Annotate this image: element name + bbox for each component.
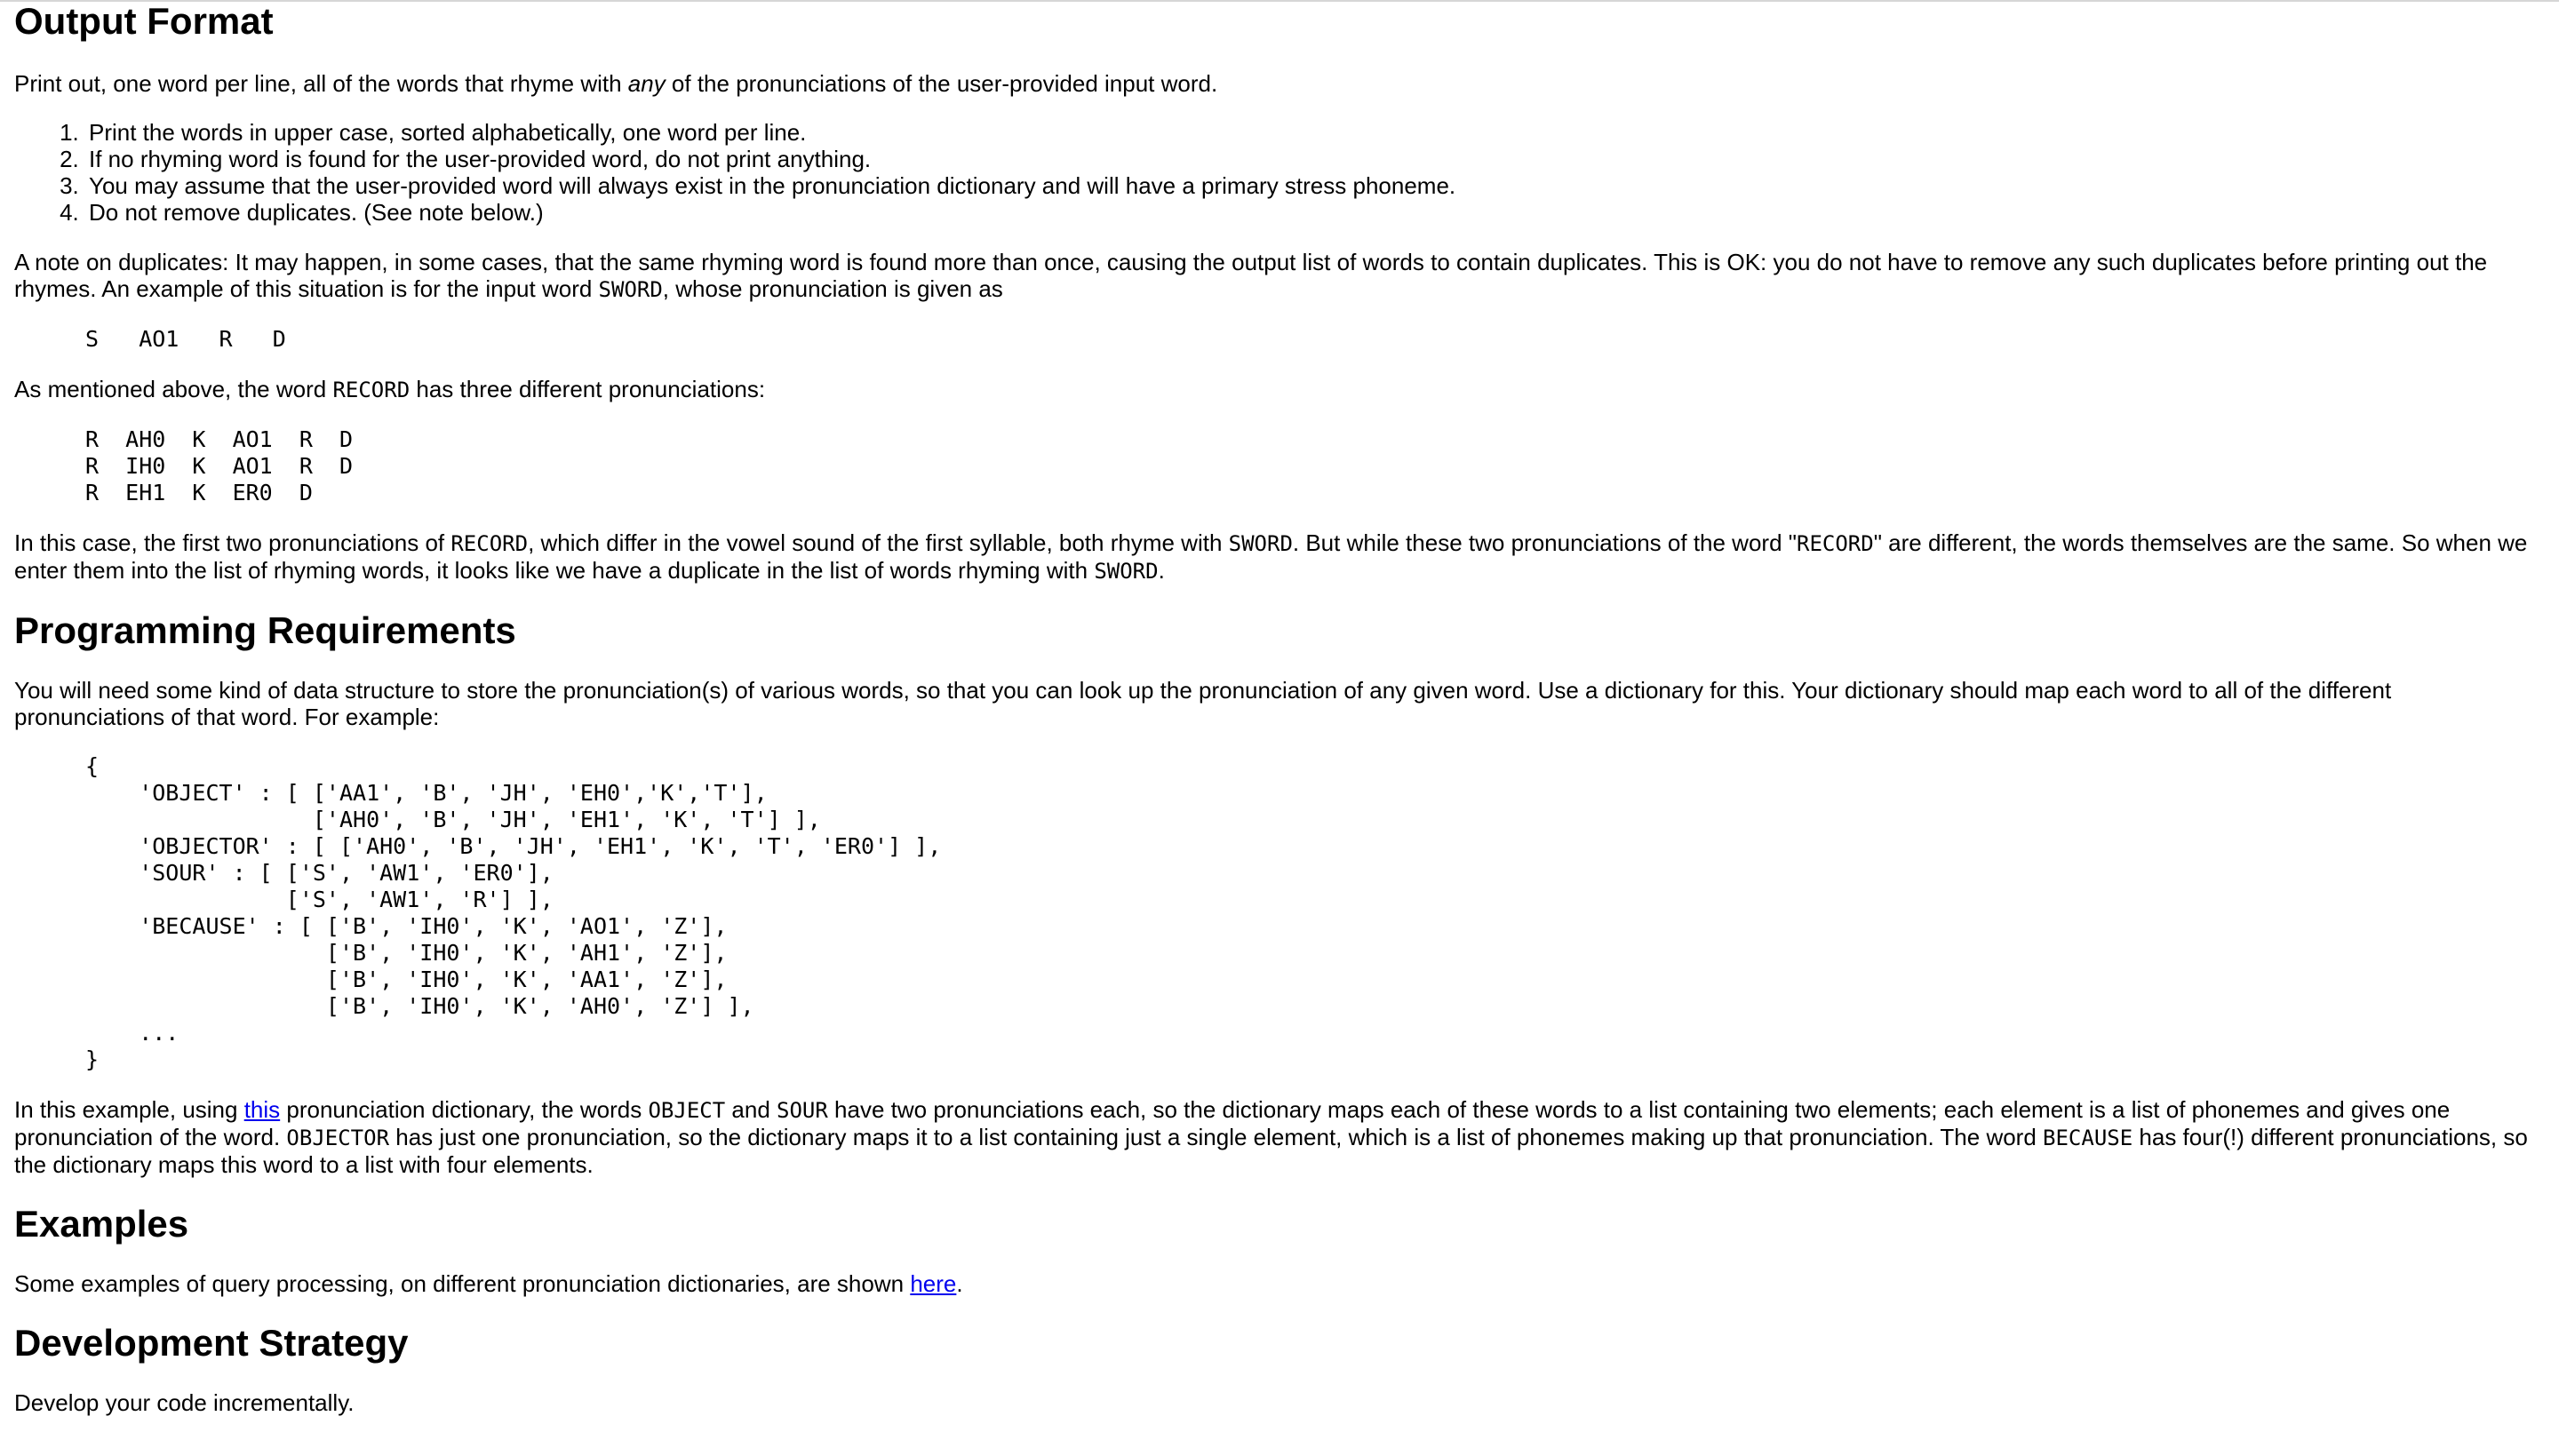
output-format-intro xyxy=(14,70,2545,97)
explanation-text: In this example, using xyxy=(14,1096,244,1123)
section-heading-output-format: Output Format xyxy=(14,0,274,42)
inline-code: RECORD xyxy=(332,378,411,402)
record-intro-text: As mentioned above, the word xyxy=(14,376,333,402)
inline-code: SWORD xyxy=(1094,559,1159,584)
programming-requirements-intro: You will need some kind of data structure to store the pronunciation(s) of various words, so that you can look up the pronunciation of any given word. Use a dictionary for this. Your dictionary should map each word to all of the different pronunciations of that word. For example: xyxy=(14,677,2392,730)
explanation-text: and xyxy=(725,1096,777,1123)
dictionary-explanation xyxy=(14,1096,2545,1178)
examples-text xyxy=(14,1270,2545,1297)
inline-code: OBJECTOR xyxy=(286,1126,390,1150)
inline-code: SWORD xyxy=(1228,531,1293,556)
case-text: , which differ in the vowel sound of the first syllable, both rhyme with xyxy=(528,529,1229,556)
explanation-text: have two pronunciations each, so the dictionary maps each of these words to a list containing two elements; each element is a list of phonemes and gives one pronunciation of the word. xyxy=(14,1096,2451,1150)
case-text: " are different, the words themselves are the same. So when we enter them into the list of rhyming words, it looks like we have a duplicate in the list of words rhyming with xyxy=(14,529,2528,584)
record-case-paragraph xyxy=(14,529,2545,585)
record-pronunciations-block: R AH0 K AO1 R D R IH0 K AO1 R D R EH1 K ER0 D xyxy=(85,426,354,505)
explanation-text: has four(!) different pronunciations, so the dictionary maps this word to a list with four elements. xyxy=(14,1124,2528,1178)
intro-text-end: of the pronunciations of the user-provided input word. xyxy=(665,70,1218,97)
inline-code: OBJECT xyxy=(648,1098,726,1123)
section-heading-programming-requirements: Programming Requirements xyxy=(14,609,516,651)
document-page xyxy=(0,2,2559,1416)
this-dictionary-link[interactable]: this xyxy=(243,1096,281,1123)
duplicates-note xyxy=(14,249,2545,303)
section-heading-development-strategy: Development Strategy xyxy=(14,1322,409,1364)
inline-code: SOUR xyxy=(777,1098,828,1123)
list-item: 1. Print the words in upper case, sorted alphabetically, one word per line. xyxy=(85,119,2545,146)
examples-text-end: . xyxy=(956,1270,963,1297)
examples-text-start: Some examples of query processing, on different pronunciation dictionaries, are shown xyxy=(14,1270,911,1297)
inline-code: SWORD xyxy=(598,277,663,302)
case-text: . But while these two pronunciations of the word " xyxy=(1292,529,1797,556)
list-item: 3. You may assume that the user-provided word will always exist in the pronunciation dictionary and will have a primary stress phoneme. xyxy=(85,172,2545,199)
explanation-text: has just one pronunciation, so the dictionary maps it to a list containing just a single element, which is a list of phonemes making up that pronunciation. The word xyxy=(389,1124,2044,1150)
intro-text: Print out, one word per line, all of the words that rhyme with xyxy=(14,70,628,97)
inline-code: RECORD xyxy=(1797,531,1874,556)
examples-here-link[interactable]: here xyxy=(910,1270,957,1297)
case-text: . xyxy=(1158,557,1165,584)
inline-code: BECAUSE xyxy=(2043,1126,2133,1150)
section-heading-examples: Examples xyxy=(14,1203,189,1245)
output-rules-list xyxy=(14,119,2545,226)
case-text: In this case, the first two pronunciations of xyxy=(14,529,451,556)
record-intro-text-end: has three different pronunciations: xyxy=(410,376,766,402)
intro-emphasis: any xyxy=(627,70,666,97)
explanation-text: pronunciation dictionary, the words xyxy=(280,1096,649,1123)
sword-pronunciation-block: S AO1 R D xyxy=(85,326,286,352)
dictionary-code-example: { 'OBJECT' : [ ['AA1', 'B', 'JH', 'EH0','K','T'], ['AH0', 'B', 'JH', 'EH1', 'K', 'T'] ], 'OBJECTOR' : [ ['AH0', 'B', 'JH', 'EH1', 'K', 'T', 'ER0'] ], 'SOUR' : [ ['S', 'AW1', 'ER0'], ['S', 'AW1', 'R'] ], 'BECAUSE' : [ ['B', 'IH0', 'K', 'AO1', 'Z'], ['B', 'IH0', 'K', 'AH1', 'Z'], ['B', 'IH0', 'K', 'AA1', 'Z'], ['B', 'IH0', 'K', 'AH0', 'Z'] ], ... } xyxy=(85,753,942,1072)
list-item: 2. If no rhyming word is found for the user-provided word, do not print anything. xyxy=(85,146,2545,172)
record-intro xyxy=(14,376,2545,403)
development-strategy-text: Develop your code incrementally. xyxy=(14,1389,355,1416)
inline-code: RECORD xyxy=(450,531,529,556)
note-text: A note on duplicates: It may happen, in some cases, that the same rhyming word is found more than once, causing the output list of words to contain duplicates. This is OK: you do not have to remove any such duplicates before printing out the rhymes. An example of this situation is for the input word xyxy=(14,249,2488,302)
list-item: 4. Do not remove duplicates. (See note below.) xyxy=(85,199,2545,226)
note-text-end: , whose pronunciation is given as xyxy=(662,275,1003,302)
